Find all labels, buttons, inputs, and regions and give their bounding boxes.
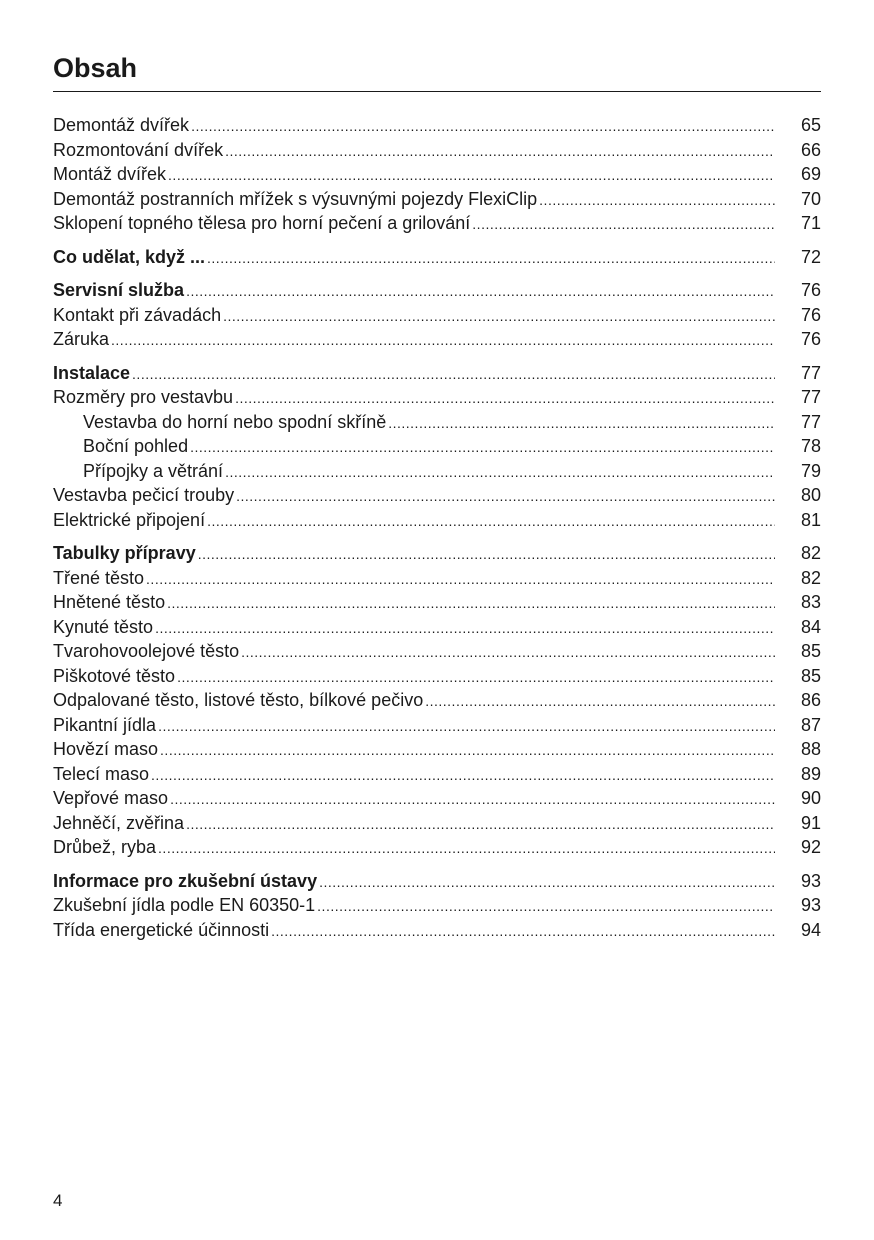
toc-section-heading[interactable] <box>53 245 821 270</box>
toc-entry-page: 79 <box>800 460 821 481</box>
dot-leader <box>388 411 775 436</box>
toc-section-heading[interactable] <box>53 869 821 894</box>
toc-entry-page: 90 <box>800 788 821 808</box>
toc-entry-label: Servisní služba <box>53 280 185 300</box>
toc-entry[interactable] <box>53 162 821 187</box>
toc-entry-page: 66 <box>800 139 821 160</box>
toc-entry[interactable] <box>53 639 821 664</box>
dot-leader <box>160 738 775 763</box>
toc-entry[interactable] <box>53 893 821 918</box>
toc-entry-page: 85 <box>800 665 821 686</box>
toc-entry-label: Boční pohled <box>83 436 189 456</box>
dot-leader <box>170 787 775 812</box>
toc-entry-page: 94 <box>800 919 821 940</box>
toc-subentry[interactable] <box>53 410 821 435</box>
toc-entry-label: Montáž dvířek <box>53 164 167 184</box>
dot-leader <box>425 689 775 714</box>
toc-entry-label: Třené těsto <box>53 567 145 588</box>
toc-entry-label: Instalace <box>53 362 131 383</box>
toc-entry[interactable] <box>53 762 821 787</box>
toc-entry-page: 71 <box>800 213 821 233</box>
toc-entry-label: Třída energetické účinnosti <box>53 919 270 940</box>
dot-leader <box>319 870 775 895</box>
toc-entry-label: Rozměry pro vestavbu <box>53 387 234 407</box>
toc-entry-page: 91 <box>800 812 821 833</box>
toc-entry[interactable] <box>53 786 821 811</box>
toc-entry-label: Telecí maso <box>53 763 150 784</box>
toc-entry-page: 83 <box>800 592 821 612</box>
dot-leader <box>271 919 775 944</box>
toc-entry-page: 70 <box>800 188 821 209</box>
toc-section-heading[interactable] <box>53 361 821 386</box>
toc-entry-label: Demontáž dvířek <box>53 115 190 135</box>
toc-entry-label: Hovězí maso <box>53 739 159 759</box>
toc-entry[interactable] <box>53 737 821 762</box>
toc-entry-label: Záruka <box>53 329 110 349</box>
toc-entry-page: 78 <box>800 436 821 456</box>
toc-entry[interactable] <box>53 615 821 640</box>
dot-leader <box>317 894 775 919</box>
dot-leader <box>158 836 775 861</box>
dot-leader <box>241 640 775 665</box>
page-title: Obsah <box>53 53 138 83</box>
toc-entry[interactable] <box>53 113 821 138</box>
toc-entry-page: 76 <box>800 280 821 300</box>
dot-leader <box>146 567 775 592</box>
dot-leader <box>225 139 775 164</box>
toc-entry[interactable] <box>53 664 821 689</box>
toc-entry-page: 77 <box>800 387 821 407</box>
dot-leader <box>225 460 775 485</box>
toc-entry-label: Kontakt při závadách <box>53 304 222 325</box>
toc-entry[interactable] <box>53 835 821 860</box>
toc-entry-label: Tvarohovoolejové těsto <box>53 641 240 661</box>
toc-entry-page: 89 <box>800 763 821 784</box>
dot-leader <box>207 509 775 534</box>
toc-entry[interactable] <box>53 918 821 943</box>
toc-group <box>53 869 821 943</box>
toc-entry-page: 85 <box>800 641 821 661</box>
toc-entry-page: 82 <box>800 543 821 563</box>
toc-entry-page: 81 <box>800 509 821 530</box>
toc-group <box>53 278 821 352</box>
table-of-contents <box>53 113 821 951</box>
toc-entry[interactable] <box>53 483 821 508</box>
dot-leader <box>151 763 775 788</box>
toc-subentry[interactable] <box>53 434 821 459</box>
toc-entry-label: Odpalované těsto, listové těsto, bílkové pečivo <box>53 690 424 710</box>
toc-section-heading[interactable] <box>53 541 821 566</box>
dot-leader <box>198 542 775 567</box>
toc-entry[interactable] <box>53 508 821 533</box>
toc-entry[interactable] <box>53 211 821 236</box>
toc-entry[interactable] <box>53 590 821 615</box>
toc-entry-page: 82 <box>800 567 821 588</box>
toc-entry-page: 88 <box>800 739 821 759</box>
toc-group <box>53 113 821 236</box>
toc-entry-label: Hnětené těsto <box>53 592 166 612</box>
toc-entry-label: Tabulky přípravy <box>53 543 196 563</box>
toc-entry-label: Vestavba pečicí trouby <box>53 485 235 505</box>
toc-entry-page: 77 <box>800 411 821 432</box>
toc-entry-page: 93 <box>800 895 821 915</box>
toc-entry-page: 80 <box>800 485 821 505</box>
toc-entry-page: 77 <box>800 362 821 383</box>
toc-entry-page: 72 <box>800 246 821 267</box>
dot-leader <box>207 246 775 271</box>
toc-entry[interactable] <box>53 566 821 591</box>
dot-leader <box>111 328 775 353</box>
toc-entry-label: Zkušební jídla podle EN 60350-1 <box>53 895 316 915</box>
toc-entry[interactable] <box>53 811 821 836</box>
dot-leader <box>235 386 775 411</box>
toc-entry-label: Drůbež, ryba <box>53 837 157 857</box>
toc-group <box>53 361 821 533</box>
toc-entry-label: Pikantní jídla <box>53 714 157 735</box>
toc-entry-page: 92 <box>800 837 821 857</box>
dot-leader <box>236 484 775 509</box>
toc-group <box>53 541 821 860</box>
toc-entry[interactable] <box>53 688 821 713</box>
dot-leader <box>168 163 775 188</box>
toc-entry-page: 93 <box>800 870 821 891</box>
title-divider <box>53 91 821 92</box>
dot-leader <box>186 812 775 837</box>
toc-entry[interactable] <box>53 187 821 212</box>
toc-entry-label: Informace pro zkušební ústavy <box>53 870 318 891</box>
dot-leader <box>155 616 775 641</box>
toc-subentry[interactable] <box>53 459 821 484</box>
toc-entry-page: 76 <box>800 329 821 349</box>
page-number: 4 <box>53 1191 63 1210</box>
toc-entry[interactable] <box>53 327 821 352</box>
dot-leader <box>223 304 775 329</box>
toc-entry-label: Demontáž postranních mřížek s výsuvnými pojezdy FlexiClip <box>53 188 538 209</box>
toc-entry-label: Vestavba do horní nebo spodní skříně <box>83 411 387 432</box>
dot-leader <box>167 591 775 616</box>
toc-entry-page: 86 <box>800 690 821 710</box>
dot-leader <box>539 188 775 213</box>
toc-entry-label: Kynuté těsto <box>53 616 154 637</box>
toc-entry-label: Sklopení topného tělesa pro horní pečení a grilování <box>53 213 471 233</box>
dot-leader <box>132 362 775 387</box>
toc-section-heading[interactable] <box>53 278 821 303</box>
toc-entry-page: 69 <box>800 164 821 184</box>
dot-leader <box>191 114 775 139</box>
toc-entry-page: 65 <box>800 115 821 135</box>
toc-entry-label: Co udělat, když ... <box>53 246 206 267</box>
dot-leader <box>158 714 775 739</box>
toc-entry[interactable] <box>53 385 821 410</box>
toc-entry-label: Vepřové maso <box>53 788 169 808</box>
toc-entry-label: Elektrické připojení <box>53 509 206 530</box>
toc-entry-label: Přípojky a větrání <box>83 460 224 481</box>
toc-entry-label: Jehněčí, zvěřina <box>53 812 185 833</box>
toc-entry-label: Piškotové těsto <box>53 665 176 686</box>
dot-leader <box>186 279 775 304</box>
toc-entry-label: Rozmontování dvířek <box>53 139 224 160</box>
toc-entry[interactable] <box>53 303 821 328</box>
toc-entry-page: 87 <box>800 714 821 735</box>
dot-leader <box>472 212 775 237</box>
toc-group <box>53 245 821 270</box>
toc-entry[interactable] <box>53 138 821 163</box>
toc-entry-page: 84 <box>800 616 821 637</box>
toc-entry-page: 76 <box>800 304 821 325</box>
dot-leader <box>177 665 775 690</box>
dot-leader <box>190 435 775 460</box>
toc-entry[interactable] <box>53 713 821 738</box>
